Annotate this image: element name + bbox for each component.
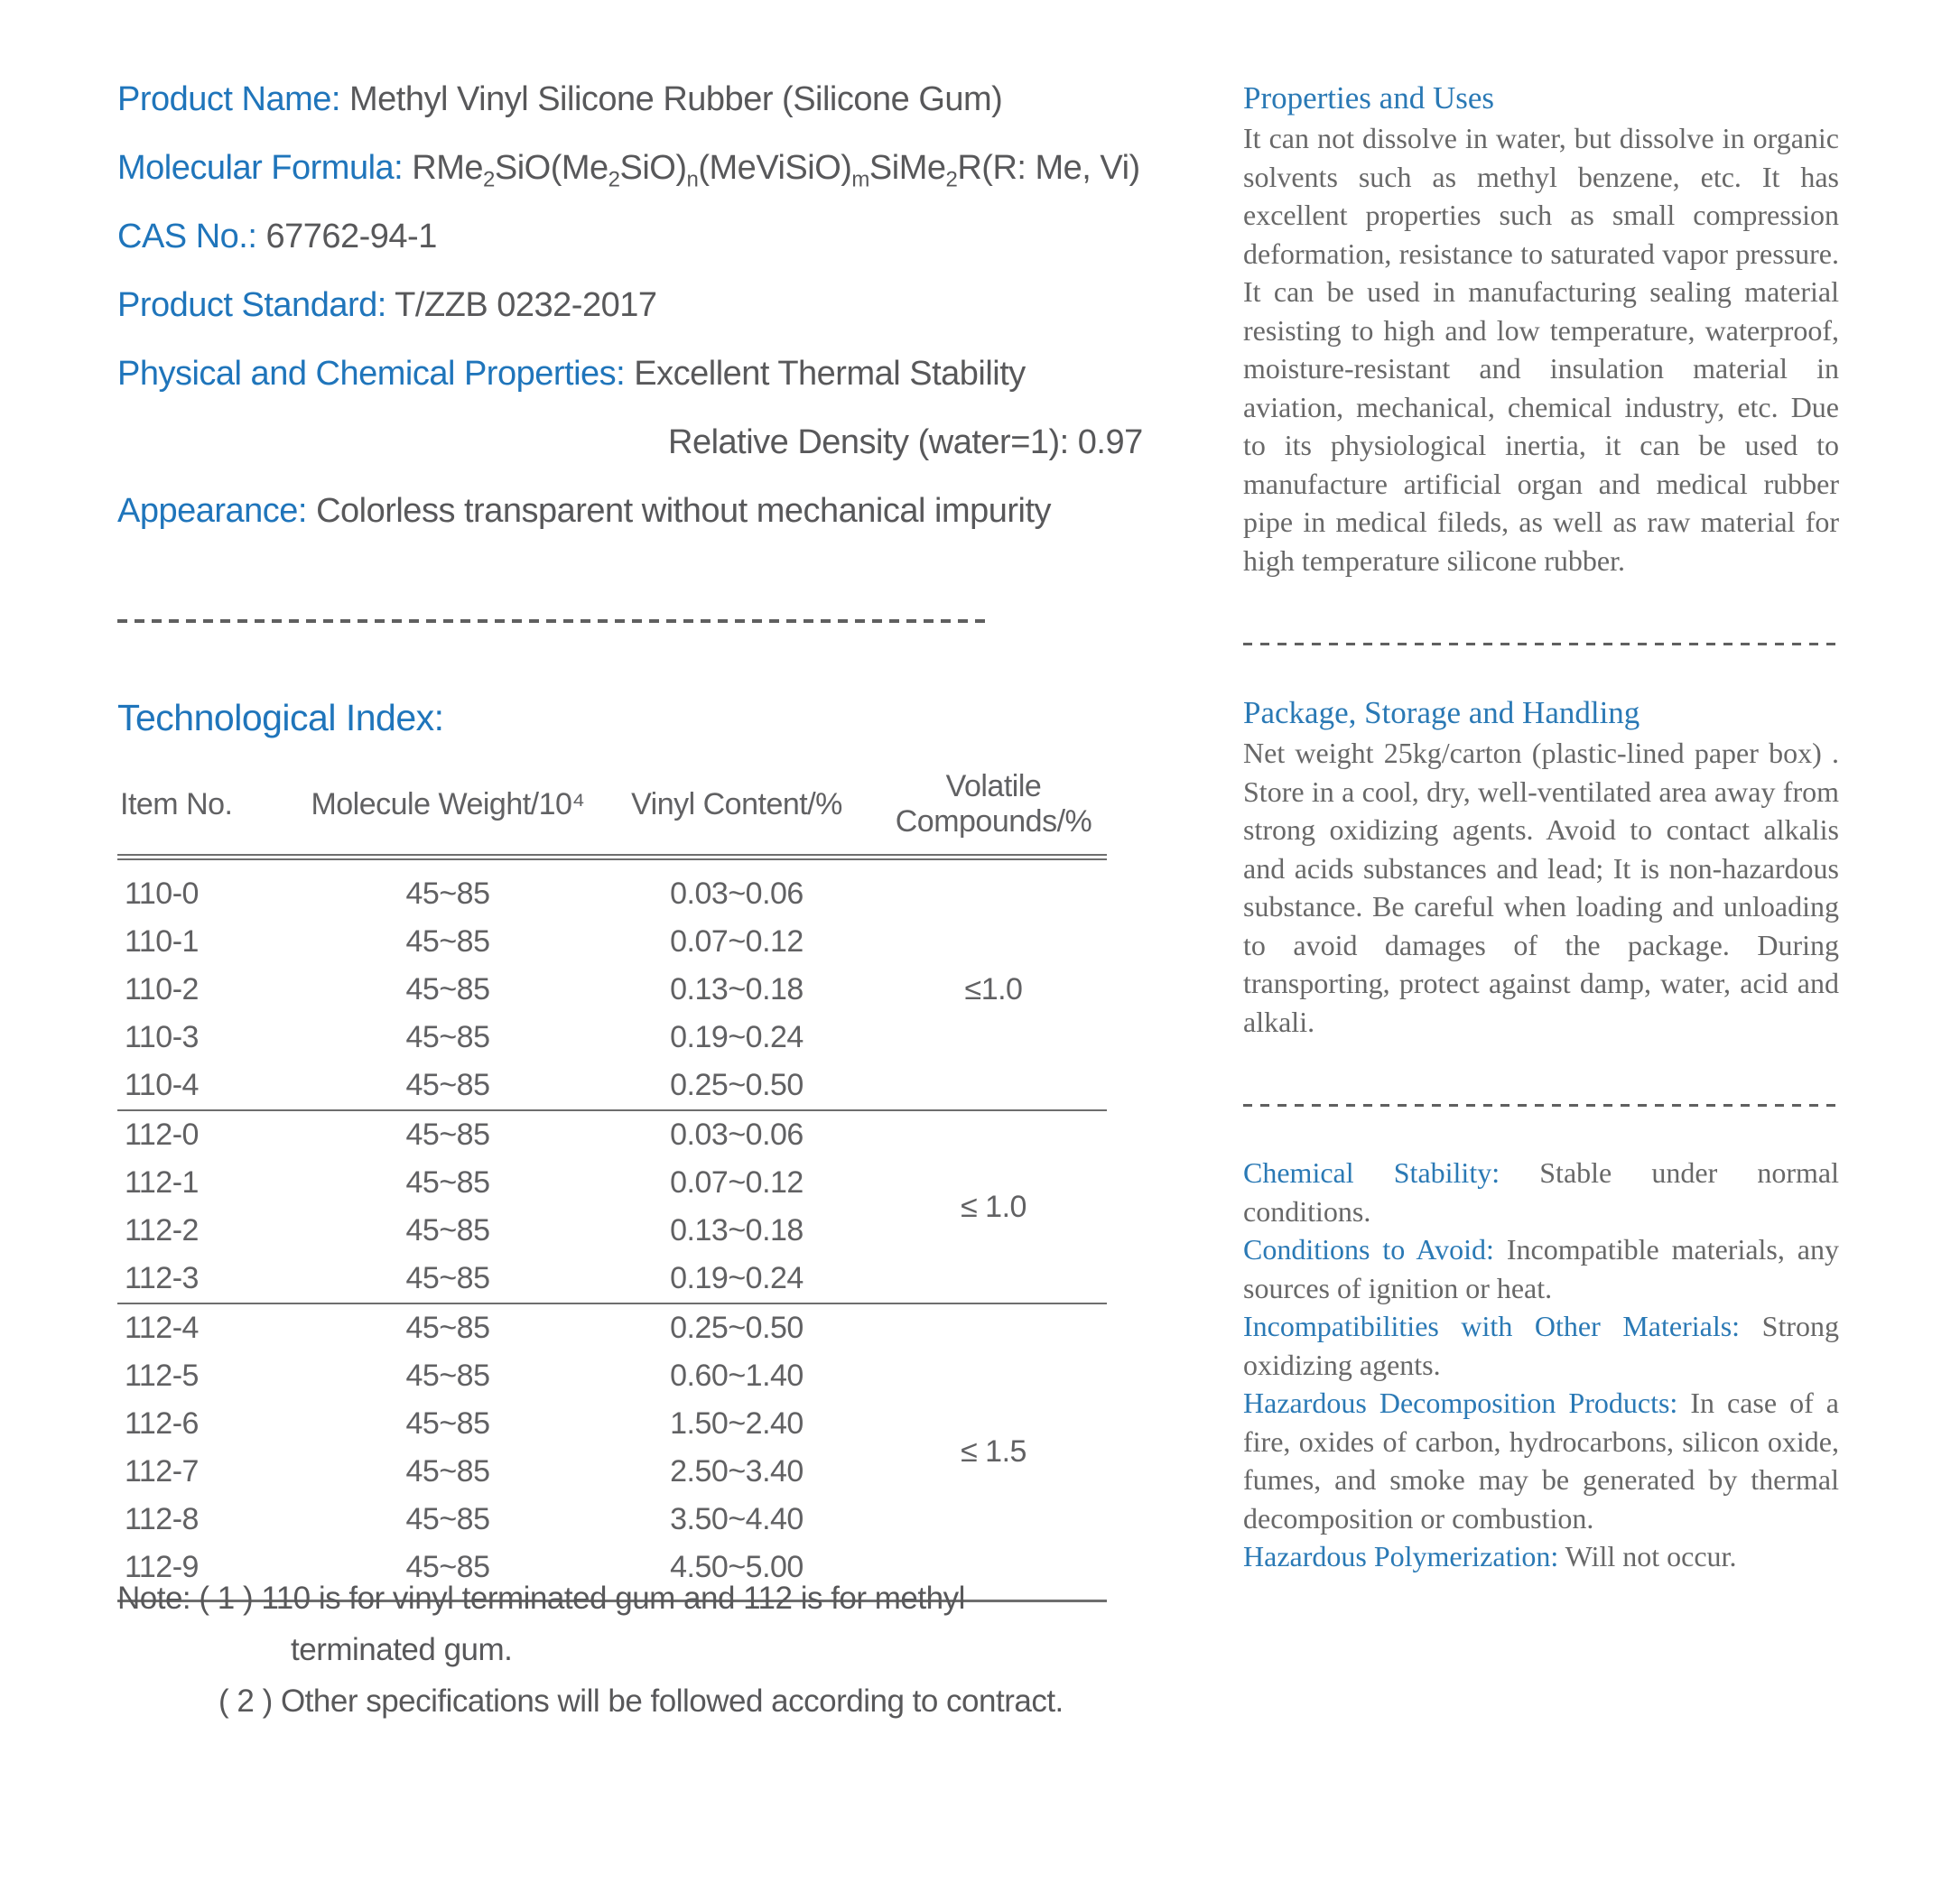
table-cell: 112-4 [117,1303,302,1352]
tech-index-title: Technological Index: [117,697,444,738]
table-cell: 112-8 [125,1502,199,1536]
section-paragraph: Net weight 25kg/carton (plastic-lined paper box) . Store in a cool, dry, well-ventilated area away from strong oxidizing agents. Avoid to contact alkalis and acids substances and lead; It is non-hazardous substance. Be careful when loading and unloading to avoid damages of the package. During transporting, protect against damp, water, acid and alkali. [1243,737,1839,1038]
section-heading: Package, Storage and Handling [1243,695,1640,730]
formula-segment: m [851,167,869,192]
table-cell: 0.07~0.12 [670,1165,804,1200]
info-value: T/ZZB 0232-2017 [395,286,657,324]
table-notes [117,1572,1110,1727]
table-cell: 0.25~0.50 [593,1303,880,1352]
formula-segment: SiO(Me [494,149,608,187]
table-cell: 45~85 [405,972,490,1006]
table-cell: 45~85 [405,1261,490,1295]
labeled-paragraph [1243,1154,1839,1230]
table-cell: 0.03~0.06 [670,877,804,911]
section-paragraph: It can not dissolve in water, but dissolve in organic solvents such as methyl benzene, etc. It has excellent properties such as small compression deformation, resistance to saturated vapor pressure. It can be used in manufacturing sealing material resisting to high and low temperature, waterproof, moisture-resistant and insulation material in aviation, mechanical, chemical industry, etc. Due to its physiological inertia, it can be used to manufacture artificial organ and medical rubber pipe in medical fileds, as well as raw material for high temperature silicone rubber. [1243,122,1839,577]
table-header-row [117,764,1107,858]
table-cell: 0.13~0.18 [670,972,804,1006]
labeled-paragraph-label: Chemical Stability: [1243,1156,1540,1189]
labeled-paragraph-label: Hazardous Decomposition Products: [1243,1387,1691,1419]
table-cell: 110-2 [125,972,199,1006]
table-cell: 45~85 [405,1068,490,1102]
info-line [117,408,1174,477]
info-line [117,477,1174,545]
info-value: 67762-94-1 [265,218,437,255]
labeled-paragraph [1243,1307,1839,1384]
info-label: CAS No.: [117,218,266,255]
info-label: Physical and Chemical Properties: [117,355,635,393]
formula-segment: SiMe [869,149,946,187]
table-cell: 45~85 [405,1550,490,1584]
table-cell: 0.03~0.06 [593,1110,880,1159]
table-cell: 45~85 [405,1406,490,1441]
table-head [117,764,1107,858]
table-cell: 4.50~5.00 [670,1550,804,1584]
note-line: Note: ( 1 ) 110 is for vinyl terminated gum and 112 is for methyl [117,1581,965,1616]
table-cell: 112-7 [125,1454,199,1489]
table-row [117,1303,1107,1352]
info-label: Product Name: [117,80,349,118]
labeled-paragraph-text: In case of a fire, oxides of carbon, hydrocarbons, silicon oxide, fumes, and smoke may be generated by thermal decomposition or combustion. [1243,1387,1840,1535]
info-value: Relative Density (water=1): 0.97 [668,423,1143,461]
labeled-paragraph [1243,1384,1839,1537]
formula-segment: R(R: Me, Vi) [957,149,1140,187]
note-line: terminated gum. [291,1632,513,1667]
table-header-cell: Volatile Compounds/% [880,764,1107,858]
table-cell: 45~85 [302,1110,593,1159]
note-line: ( 2 ) Other specifications will be followed according to contract. [218,1684,1064,1719]
section-heading: Properties and Uses [1243,80,1495,116]
info-line [117,65,1174,134]
volatile-cell: ≤ 1.5 [880,1303,1107,1601]
table-cell: 45~85 [302,1303,593,1352]
table-row [117,1110,1107,1159]
table-cell: 110-1 [125,924,199,959]
table-cell: 45~85 [405,1359,490,1393]
table-cell: 1.50~2.40 [670,1406,804,1441]
info-value: Colorless transparent without mechanical impurity [316,492,1052,530]
labeled-paragraph-label: Conditions to Avoid: [1243,1233,1507,1266]
tech-index-table-wrap [117,764,1107,1602]
labeled-paragraph-text: Stable under normal conditions. [1243,1156,1840,1228]
tech-index-table [117,764,1107,1602]
table-header-cell: Vinyl Content/% [593,764,880,858]
labeled-paragraph [1243,1537,1839,1576]
table-cell: 0.25~0.50 [670,1068,804,1102]
table-row [117,858,1107,919]
labeled-paragraph-text: Strong oxidizing agents. [1243,1310,1839,1381]
table-cell: 45~85 [405,1020,490,1054]
table-cell: 0.13~0.18 [670,1213,804,1248]
table-cell: 112-6 [125,1406,199,1441]
table-cell: 45~85 [405,924,490,959]
labeled-paragraph-label: Incompatibilities with Other Materials: [1243,1310,1762,1342]
table-cell: 110-4 [125,1068,199,1102]
info-value: Excellent Thermal Stability [634,355,1026,393]
table-cell: 0.19~0.24 [670,1020,804,1054]
table-cell: 112-5 [125,1359,199,1393]
labeled-paragraph-text: Incompatible materials, any sources of ignition or heat. [1243,1233,1840,1304]
volatile-cell: ≤ 1.0 [880,1110,1107,1303]
table-cell: 45~85 [405,1213,490,1248]
formula-segment: 2 [608,167,620,192]
info-label: Appearance: [117,492,317,530]
info-label: Product Standard: [117,286,395,324]
product-info-list [117,65,1174,545]
volatile-cell: ≤1.0 [964,972,1023,1006]
formula-segment: n [686,167,699,192]
formula-segment: (MeViSiO) [698,149,852,187]
info-line [117,339,1174,408]
formula-segment: SiO) [619,149,687,187]
formula-segment: 2 [945,167,958,192]
info-value: Methyl Vinyl Silicone Rubber (Silicone Gum) [349,80,1003,118]
info-value [412,149,1140,192]
table-cell: 110-3 [125,1020,199,1054]
table-cell: 2.50~3.40 [670,1454,804,1489]
table-cell: 45~85 [405,877,490,911]
labeled-paragraph [1243,1230,1839,1307]
info-line [117,134,1174,202]
labeled-paragraph-label: Hazardous Polymerization: [1243,1540,1565,1572]
info-line [117,202,1174,271]
table-cell: 112-3 [125,1261,199,1295]
table-cell: 110-0 [125,877,199,911]
table-cell: 45~85 [405,1502,490,1536]
right-column [1243,78,1839,1576]
table-cell: 0.60~1.40 [670,1359,804,1393]
table-header-cell: Item No. [117,764,302,858]
table-cell: 112-2 [125,1213,199,1248]
formula-segment: RMe [412,149,483,187]
table-cell: 45~85 [405,1454,490,1489]
right-dashed-divider [1243,1104,1839,1107]
table-cell: 45~85 [405,1165,490,1200]
table-cell: 112-0 [117,1110,302,1159]
formula-segment: 2 [483,167,495,192]
info-label: Molecular Formula: [117,149,413,187]
left-dashed-divider [117,619,989,623]
right-dashed-divider [1243,643,1839,645]
info-line [117,271,1174,339]
table-body [117,858,1107,1601]
table-cell: 0.07~0.12 [670,924,804,959]
table-header-cell: Molecule Weight/10⁴ [302,764,593,858]
table-cell: 112-9 [125,1550,199,1584]
labeled-paragraph-text: Will not occur. [1565,1540,1737,1572]
table-cell: 3.50~4.40 [670,1502,804,1536]
table-cell: 112-1 [125,1165,199,1200]
table-cell: 0.19~0.24 [670,1261,804,1295]
